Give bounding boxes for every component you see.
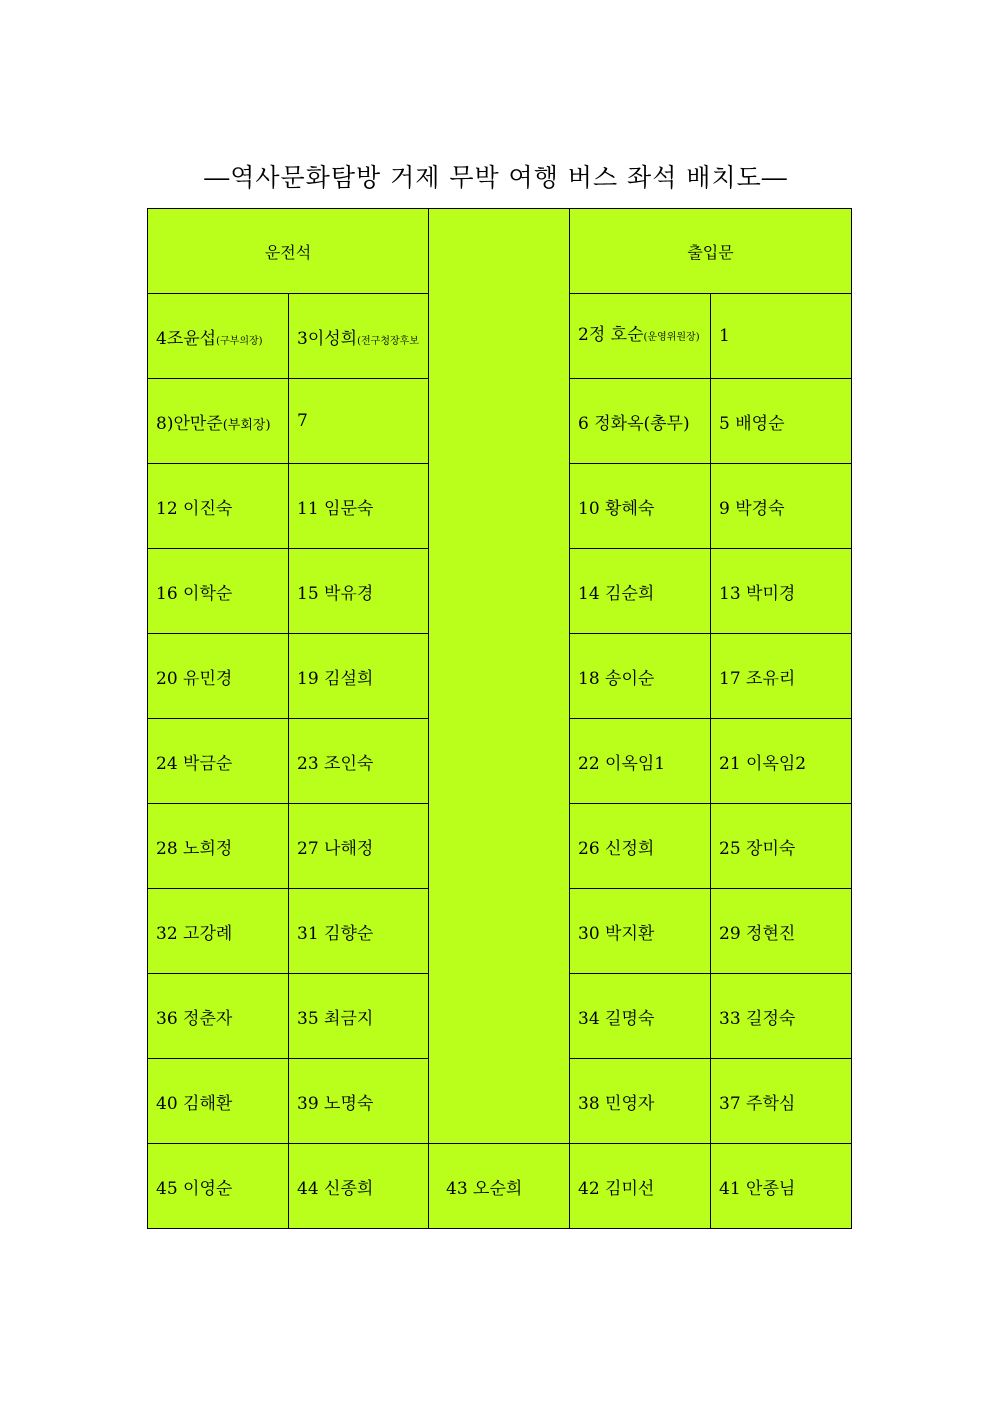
seat-cell: 22 이옥임1 [570, 719, 711, 804]
seat-cell: 9 박경숙 [711, 464, 852, 549]
seat-2 [570, 294, 711, 379]
seat-cell: 10 황혜숙 [570, 464, 711, 549]
seat-cell: 35 최금지 [289, 974, 429, 1059]
seat-cell: 37 주학심 [711, 1059, 852, 1144]
seat-cell: 20 유민경 [148, 634, 289, 719]
seat-cell: 12 이진숙 [148, 464, 289, 549]
seat-cell: 27 나해정 [289, 804, 429, 889]
seat-8-note: (부회장) [222, 417, 271, 433]
seat-cell: 13 박미경 [711, 549, 852, 634]
seat-8 [148, 379, 289, 464]
seat-cell: 34 길명숙 [570, 974, 711, 1059]
table-row [148, 209, 852, 294]
seat-4-name: 4조윤섭 [156, 328, 217, 349]
table-row [148, 1144, 852, 1229]
seat-cell: 38 민영자 [570, 1059, 711, 1144]
seat-3 [289, 294, 429, 379]
aisle [429, 209, 570, 1144]
seat-7: 7 [289, 379, 429, 464]
seat-cell: 25 장미숙 [711, 804, 852, 889]
seat-cell: 18 송이순 [570, 634, 711, 719]
seat-cell: 33 길정숙 [711, 974, 852, 1059]
seat-cell: 17 조유리 [711, 634, 852, 719]
seat-cell: 23 조인숙 [289, 719, 429, 804]
seat-5: 5 배영순 [711, 379, 852, 464]
seat-cell: 41 안종님 [711, 1144, 852, 1229]
seat-cell: 43 오순희 [429, 1144, 570, 1229]
seat-cell: 21 이옥임2 [711, 719, 852, 804]
seat-cell: 36 정춘자 [148, 974, 289, 1059]
seat-cell: 24 박금순 [148, 719, 289, 804]
seat-cell: 11 임문숙 [289, 464, 429, 549]
seat-4-note: (구부의장) [216, 335, 263, 347]
seat-3-note: (전구청장후보 [357, 335, 419, 347]
seat-cell: 31 김향순 [289, 889, 429, 974]
seat-4 [148, 294, 289, 379]
driver-seat-header: 운전석 [148, 209, 429, 294]
entrance-header: 출입문 [570, 209, 852, 294]
seat-cell: 15 박유경 [289, 549, 429, 634]
seat-cell: 30 박지환 [570, 889, 711, 974]
seat-2-name: 2정 호순 [578, 324, 644, 345]
seat-cell: 19 김설희 [289, 634, 429, 719]
seat-6: 6 정화옥(총무) [570, 379, 711, 464]
seat-cell: 16 이학순 [148, 549, 289, 634]
seat-cell: 28 노희정 [148, 804, 289, 889]
seat-2-note: (운영위원장) [643, 331, 700, 343]
seat-cell: 44 신종희 [289, 1144, 429, 1229]
seat-cell: 29 정현진 [711, 889, 852, 974]
seat-3-name: 3이성희 [297, 328, 358, 349]
seat-8-name: 8)안만준 [156, 413, 223, 434]
seat-cell: 26 신정희 [570, 804, 711, 889]
seat-cell: 14 김순희 [570, 549, 711, 634]
seat-cell: 32 고강례 [148, 889, 289, 974]
seat-cell: 40 김해환 [148, 1059, 289, 1144]
seat-cell: 39 노명숙 [289, 1059, 429, 1144]
bus-seat-chart [147, 208, 852, 1229]
seat-cell: 42 김미선 [570, 1144, 711, 1229]
seat-cell: 45 이영순 [148, 1144, 289, 1229]
page-title: ―역사문화탐방 거제 무박 여행 버스 좌석 배치도― [204, 163, 788, 192]
seat-1: 1 [711, 294, 852, 379]
